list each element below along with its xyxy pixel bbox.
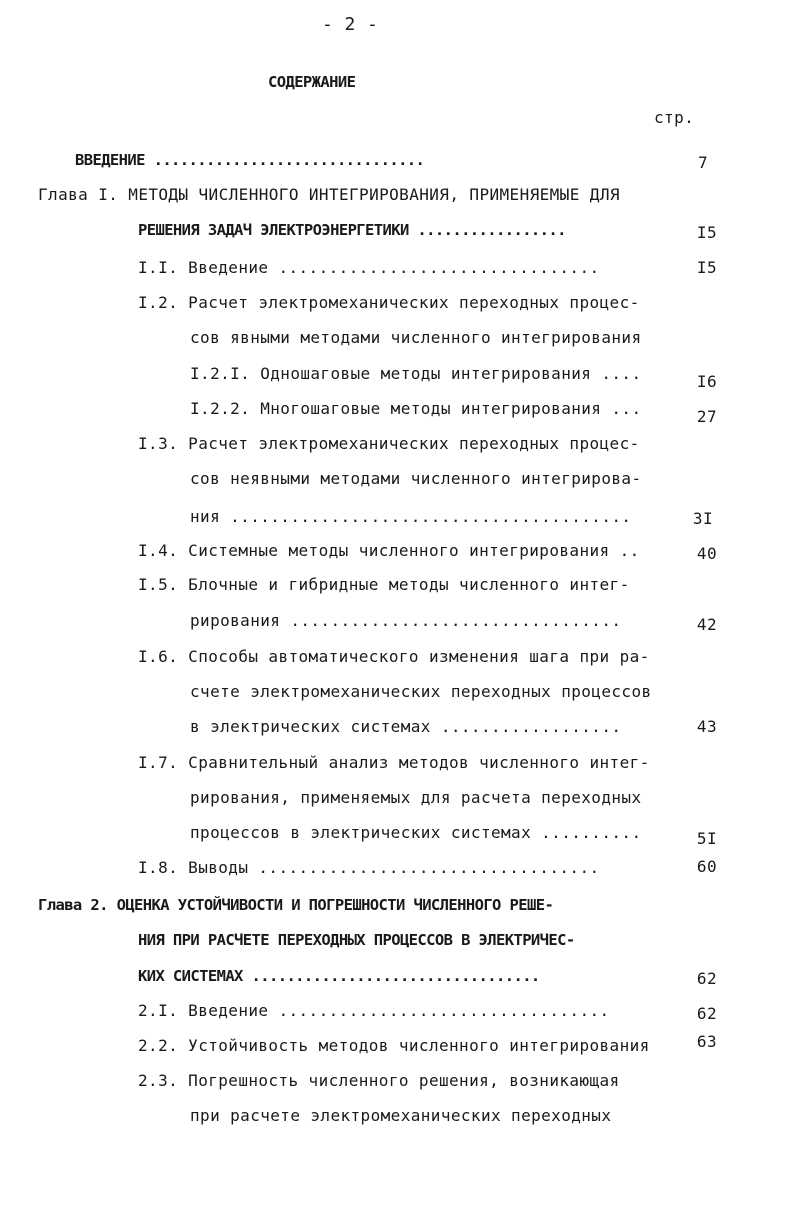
- toc-entry-chapter-1: Глава I. МЕТОДЫ ЧИСЛЕННОГО ИНТЕГРИРОВАНИЯ, ПРИМЕНЯЕМЫЕ ДЛЯ: [38, 185, 620, 204]
- toc-entry-1-1: I.I. Введение ................................: [138, 258, 600, 277]
- toc-entry-chapter-1-cont: РЕШЕНИЯ ЗАДАЧ ЭЛЕКТРОЭНЕРГЕТИКИ .................: [138, 221, 566, 239]
- toc-entry-1-5-cont: рирования .................................: [190, 611, 622, 630]
- toc-page-number: 63: [696, 1032, 717, 1051]
- toc-entry-2-2: 2.2. Устойчивость методов численного интегрирования: [138, 1036, 650, 1055]
- toc-page-number: 62: [696, 969, 717, 988]
- toc-entry-1-6: I.6. Способы автоматического изменения шага при ра-: [138, 647, 650, 666]
- toc-entry-2-3: 2.3. Погрешность численного решения, возникающая: [138, 1071, 620, 1090]
- toc-page-number: 3I: [692, 509, 713, 528]
- toc-page-number: I6: [696, 372, 717, 391]
- toc-page-number: 5I: [696, 829, 717, 848]
- toc-page-number: I5: [696, 258, 717, 277]
- page-column-label: стр.: [654, 108, 695, 127]
- toc-entry-chapter-2: Глава 2. ОЦЕНКА УСТОЙЧИВОСТИ И ПОГРЕШНОСТИ ЧИСЛЕННОГО РЕШЕ-: [38, 896, 554, 914]
- toc-page-number: 62: [696, 1004, 717, 1023]
- toc-page-number: 43: [696, 717, 717, 736]
- toc-entry-2-1: 2.I. Введение .................................: [138, 1001, 610, 1020]
- toc-entry-1-4: I.4. Системные методы численного интегрирования ..: [138, 541, 640, 560]
- toc-entry-introduction: ВВЕДЕНИЕ ...............................: [75, 151, 425, 169]
- toc-page-number: I5: [696, 223, 717, 242]
- toc-entry-1-2-2: I.2.2. Многошаговые методы интегрирования ...: [190, 399, 642, 418]
- toc-entry-chapter-2-cont: НИЯ ПРИ РАСЧЕТЕ ПЕРЕХОДНЫХ ПРОЦЕССОВ В ЭЛЕКТРИЧЕС-: [138, 931, 575, 949]
- toc-page-number: 40: [696, 544, 717, 563]
- toc-entry-1-3-cont: ния ........................................: [190, 507, 632, 526]
- toc-entry-1-2-cont: сов явными методами численного интегрирования: [190, 328, 642, 347]
- toc-page-number: 42: [696, 615, 717, 634]
- toc-page-number: 60: [696, 857, 717, 876]
- toc-entry-1-7-cont: процессов в электрических системах ..........: [190, 823, 642, 842]
- toc-page-number: 7: [697, 153, 708, 172]
- toc-entry-1-7-cont: рирования, применяемых для расчета переходных: [190, 788, 642, 807]
- toc-entry-1-8: I.8. Выводы ..................................: [138, 858, 600, 877]
- toc-entry-1-3: I.3. Расчет электромеханических переходных процес-: [138, 434, 640, 453]
- toc-entry-1-6-cont: в электрических системах ..................: [190, 717, 622, 736]
- toc-page-number: 27: [696, 407, 717, 426]
- toc-entry-chapter-2-cont: КИХ СИСТЕМАХ .................................: [138, 967, 540, 985]
- page-title: СОДЕРЖАНИЕ: [268, 73, 356, 91]
- toc-entry-2-3-cont: при расчете электромеханических переходных: [190, 1106, 612, 1125]
- toc-entry-1-2-1: I.2.I. Одношаговые методы интегрирования ....: [190, 364, 642, 383]
- toc-entry-1-3-cont: сов неявными методами численного интегрирова-: [190, 469, 642, 488]
- toc-entry-1-7: I.7. Сравнительный анализ методов численного интег-: [138, 753, 650, 772]
- page-number: - 2 -: [322, 14, 379, 35]
- toc-entry-1-6-cont: счете электромеханических переходных процессов: [190, 682, 652, 701]
- toc-entry-1-5: I.5. Блочные и гибридные методы численного интег-: [138, 575, 630, 594]
- toc-entry-1-2: I.2. Расчет электромеханических переходных процес-: [138, 293, 640, 312]
